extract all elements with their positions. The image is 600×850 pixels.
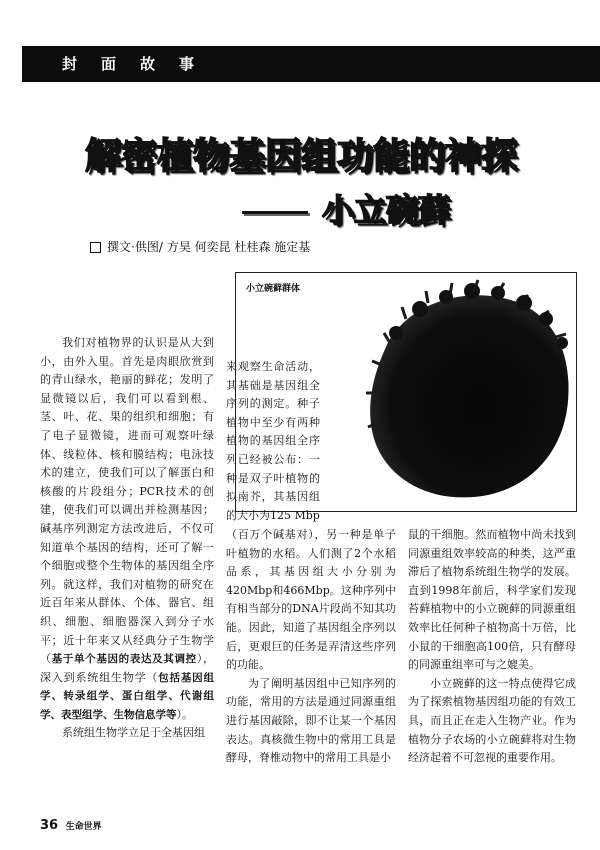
- byline-prefix: 撰文·供图/: [107, 240, 163, 254]
- byline-authors: 方昊 何奕昆 杜桂森 施定基: [166, 240, 311, 254]
- paragraph: 为了阐明基因组中已知序列的功能，常用的方法是通过同源重组进行基因敲除，即不让某一个基因表达。真核微生物中的常用工具是酵母，脊椎动物中的常用工具是小: [226, 676, 396, 765]
- paragraph: 鼠的干细胞。然而植物中尚未找到同源重组效率较高的种类，这严重滞后了植物系统组生物学的发展。直到1998年前后，科学家们发现苔藓植物中的小立碗藓的同源重组效率比任何种子植物高十万倍，比小鼠的干细胞高100倍，只有酵母的同源重组率可与之媲美。: [408, 528, 576, 672]
- magazine-name: 生命世界: [65, 822, 102, 832]
- article-column-1: [40, 334, 214, 743]
- paragraph: 小立碗藓的这一特点使得它成为了探索植物基因组功能的有效工具，而且正在走入生物产业。作为植物分子农场的小立碗藓将对生物经济起着不可忽视的重要作用。: [408, 676, 576, 765]
- article-title: 解密植物基因组功能的神探: [85, 136, 518, 177]
- paragraph: （百万个碱基对），另一种是单子叶植物的水稻。人们测了2个水稻品系，其基因组大小分别为420Mbp和466Mbp。这种序列中有相当部分的DNA片段尚不知其功能。因此，知道了基因组全序列以后，更艰巨的任务是弄清这些序列的功能。: [226, 528, 396, 672]
- byline-square-icon: [90, 242, 101, 253]
- article-column-3: [408, 526, 576, 768]
- article-column-2-top: [226, 358, 320, 525]
- paragraph: 我们对植物界的认识是从大到小，由外入里。首先是肉眼欣赏到的青山绿水，艳丽的鲜花；发明了显微镜以后，我们可以看到根、茎、叶、花、果的组织和细胞；有了电子显微镜，进而可观察叶绿体、线粒体、核和膜结构；电泳技术的建立，使我们可以了解蛋白和核酸的片段组分；PCR技术的创建，使我们可以调出并检测基因；碱基序列测定方法改进后，不仅可知道单个基因的结构，还可了解一个细胞或整个生物体的基因组全序列。就这样，我们对植物的研究在近百年来从群体、个体、器官、组织、细胞、细胞器深入到分子水平；近十年来又从经典分子生物学（基于单个基因的表达及其调控），深入到系统组生物学（包括基因组学、转录组学、蛋白组学、代谢组学、表型组学、生物信息学等）。: [40, 336, 215, 721]
- page-footer: [40, 818, 102, 834]
- section-label: 封面故事: [62, 55, 219, 73]
- article-column-2-bottom: [226, 526, 396, 768]
- page-number: 36: [40, 818, 59, 833]
- article-subtitle: 小立碗藓: [322, 191, 451, 229]
- subtitle-dash: [242, 211, 308, 214]
- paragraph: 系统组生物学立足于全基因组: [62, 726, 205, 740]
- paragraph: 来观察生命活动，其基础是基因组全序列的测定。种子植物中至少有两种植物的基因组全序列已经被公布：一种是双子叶植物的拟南芥，其基因组的大小为125 Mbp: [226, 360, 320, 522]
- byline: [90, 238, 310, 256]
- photo-caption: 小立碗藓群体: [246, 284, 301, 294]
